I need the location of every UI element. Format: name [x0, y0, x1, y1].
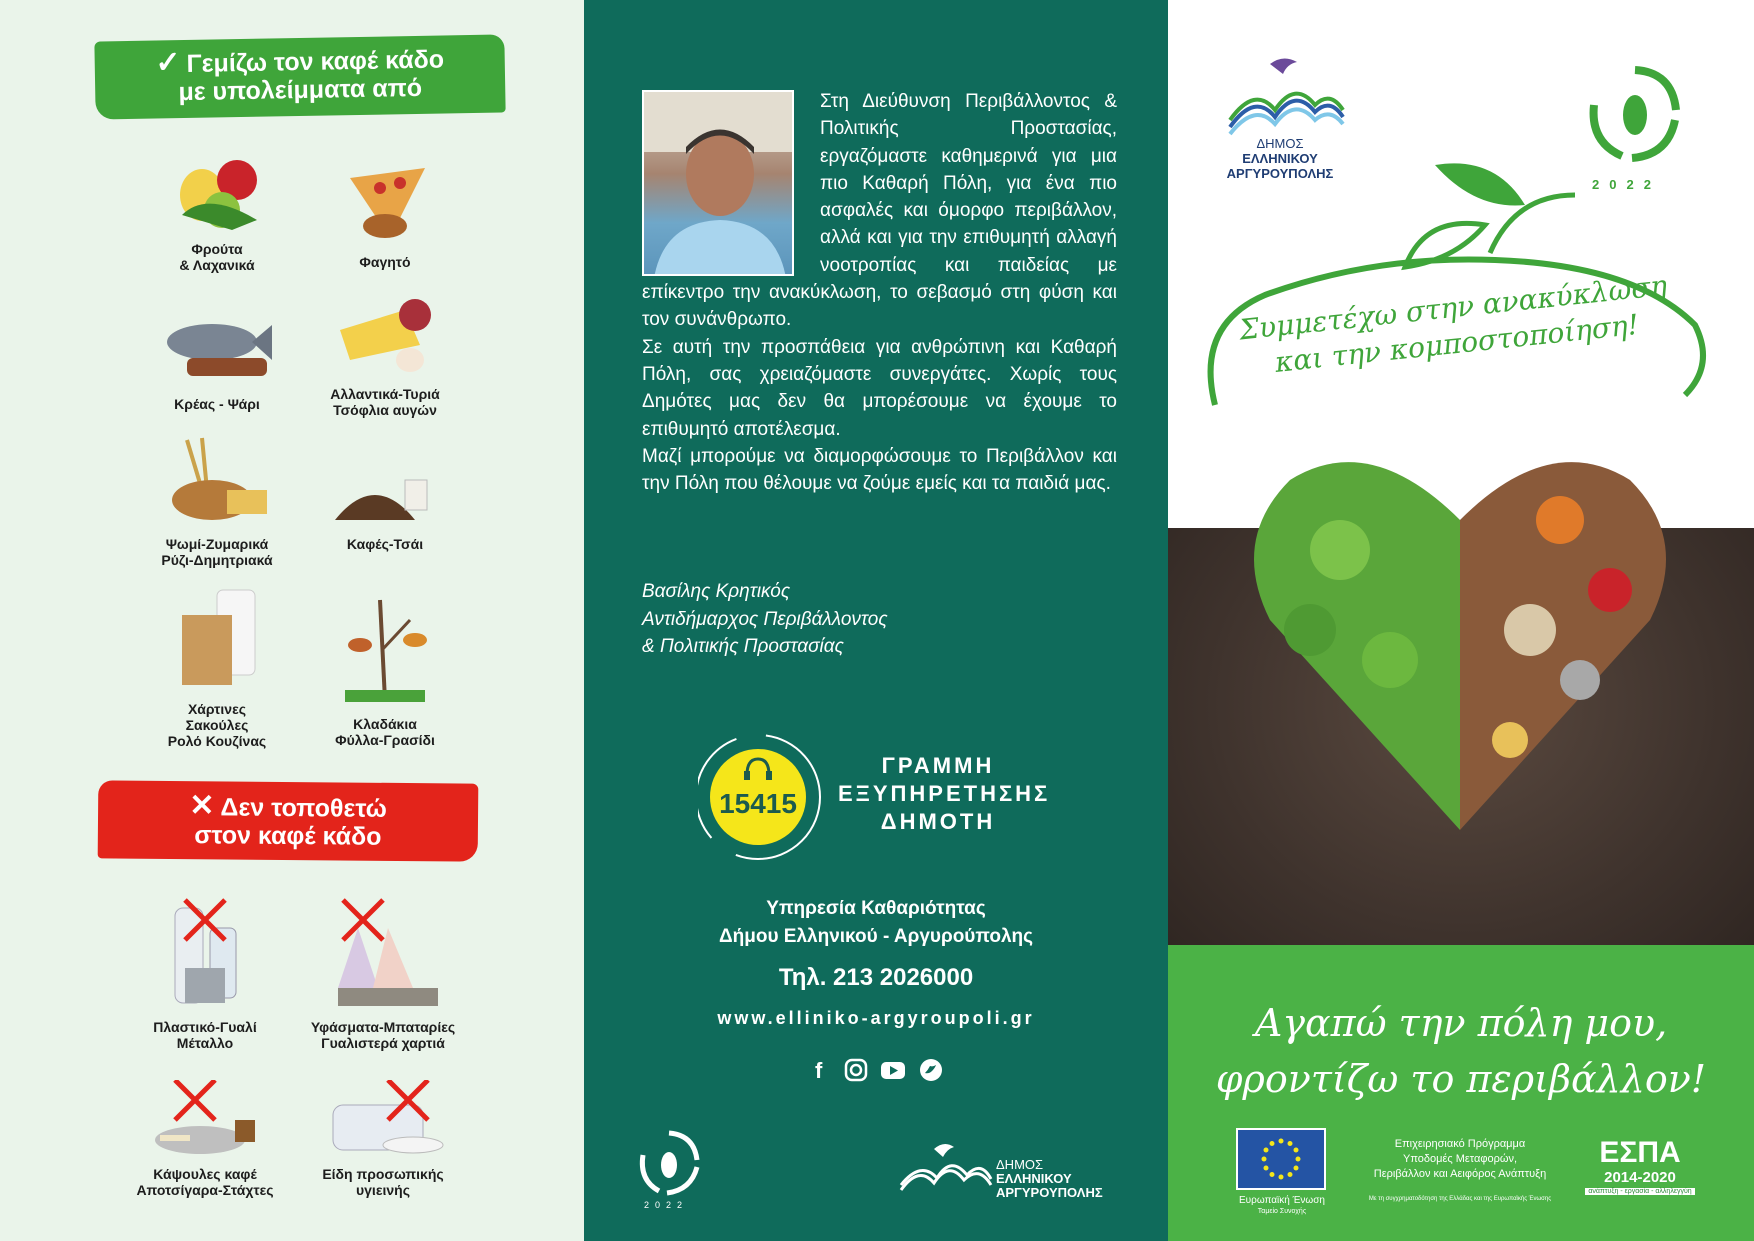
- item-fruits-vegetables: [127, 135, 307, 273]
- recycle-leaves-icon: [1580, 60, 1690, 170]
- item-label: Ψωμί-Ζυμαρικά Ρύζι-Δημητριακά: [161, 536, 273, 568]
- service-name: Υπηρεσία Καθαριότητας: [766, 898, 986, 919]
- item-cheese-eggs: [295, 290, 475, 418]
- hygiene-products-icon: [318, 1080, 448, 1160]
- message-paragraph: Σε αυτή την προσπάθεια για ανθρώπινη και Καθαρή Πόλη, σας χρειαζόμαστε συνεργάτες. Χωρίς τους Δημότες μας δεν θα μπορέσουμε να έχουμε το επιθυμητό αποτέλεσμα.: [642, 336, 1117, 440]
- youtube-icon[interactable]: [880, 1058, 906, 1087]
- food-icon: [330, 148, 440, 248]
- item-label: Κρέας - Ψάρι: [174, 396, 260, 412]
- service-municipality: Δήμου Ελληνικού - Αργυρούπολης: [718, 926, 1034, 947]
- municipality-line1: ΔΗΜΟΣ: [996, 1157, 1044, 1172]
- municipality-logo-icon: [899, 1135, 994, 1195]
- bread-pasta-icon: [157, 430, 277, 530]
- item-bread-pasta: [127, 430, 307, 568]
- signature-name: Βασίλης Κρητικός: [642, 581, 791, 602]
- cheese-eggs-icon: [325, 290, 445, 380]
- twitter-icon[interactable]: [919, 1058, 943, 1087]
- municipality-line3: ΑΡΓΥΡΟΥΠΟΛΗΣ: [1226, 166, 1334, 181]
- dont-banner-line2: στον καφέ κάδο: [194, 821, 382, 851]
- fruits-vegetables-icon: [162, 135, 272, 235]
- item-food: [295, 148, 475, 270]
- hotline-title: ΓΡΑΜΜΗ ΕΞΥΠΗΡΕΤΗΣΗΣ ΔΗΜΟΤΗ: [838, 753, 1051, 834]
- item-branches-leaves: [295, 590, 475, 748]
- slogan-bottom: Αγαπώ την πόλη μου, φροντίζω το περιβάλλον!: [1215, 1001, 1707, 1101]
- social-links: [584, 1058, 1168, 1087]
- svg-text:f: f: [815, 1058, 823, 1082]
- middle-panel: [584, 0, 1168, 1241]
- recycle-leaves-icon: [629, 1125, 709, 1200]
- do-banner-line2: με υπολείμματα από: [178, 73, 423, 107]
- plastic-glass-metal-icon: [150, 888, 260, 1013]
- eu-flag: [1236, 1128, 1326, 1190]
- branches-leaves-icon: [330, 590, 440, 710]
- item-label: Υφάσματα-Μπαταρίες Γυαλιστερά χαρτιά: [310, 1019, 456, 1051]
- espa-logo: [1585, 1137, 1695, 1195]
- cross-icon: ✕: [189, 789, 215, 823]
- item-label: Καφές-Τσάι: [346, 536, 424, 552]
- paper-bags-icon: [162, 585, 272, 695]
- item-label: Κλαδάκια Φύλλα-Γρασίδι: [335, 716, 435, 748]
- item-paper-bags: [127, 585, 307, 749]
- year-label: 2022: [1592, 177, 1661, 192]
- heart-compost-icon: [1230, 430, 1690, 850]
- slogan-top: Συμμετέχω στην ανακύκλωση και την κομποστοποίηση!: [1237, 268, 1669, 379]
- item-label: Είδη προσωπικής υγιεινής: [322, 1166, 444, 1198]
- item-plastic-glass-metal: [115, 888, 295, 1051]
- espa-tagline: ανάπτυξη - εργασία - αλληλεγγύη: [1585, 1188, 1695, 1195]
- municipality-line3: ΑΡΓΥΡΟΥΠΟΛΗΣ: [996, 1185, 1103, 1200]
- check-icon: ✓: [155, 46, 181, 80]
- item-label: Αλλαντικά-Τυριά Τσόφλια αυγών: [330, 386, 440, 418]
- coffee-tea-icon: [325, 460, 445, 530]
- item-label: Φαγητό: [359, 254, 411, 270]
- item-label: Χάρτινες Σακούλες Ρολό Κουζίνας: [167, 701, 267, 749]
- meat-fish-icon: [157, 300, 277, 390]
- hotline: [698, 722, 1051, 862]
- facebook-icon[interactable]: [809, 1058, 831, 1087]
- message-text: [642, 88, 1117, 497]
- eu-fund: Ταμείο Συνοχής: [1257, 1208, 1307, 1215]
- website-link[interactable]: www.elliniko-argyroupoli.gr: [717, 1008, 1035, 1028]
- textiles-batteries-icon: [318, 898, 448, 1013]
- eu-name: Ευρωπαϊκή Ένωση: [1239, 1195, 1325, 1206]
- eu-stars-icon: [1238, 1130, 1324, 1188]
- espa-years: 2014-2020: [1604, 1169, 1676, 1186]
- signature-role: Αντιδήμαρχος Περιβάλλοντος: [642, 608, 888, 630]
- signature: [642, 578, 888, 661]
- item-label: Κάψουλες καφέ Αποτσίγαρα-Στάχτες: [136, 1166, 274, 1198]
- coffee-capsules-icon: [140, 1080, 270, 1160]
- message-paragraph: Στη Διεύθυνση Περιβάλλοντος & Πολιτικής Προστασίας, εργαζόμαστε καθημερινά για μια πιο Καθαρή Πόλη, για ένα πιο ασφαλές και όμορφο περιβάλλον, αλλά και για την επιθυμητή αλλαγή νοοτροπίας και παιδείας με επίκεντρο την ανακύκλωση, το σεβασμό στη φύση και τον συνάνθρωπο.: [642, 91, 1117, 331]
- signature-role2: & Πολιτικής Προστασίας: [642, 636, 844, 657]
- dont-banner-line1: Δεν τοποθετώ: [220, 793, 387, 823]
- municipality-name: [996, 1158, 1103, 1200]
- item-coffee-capsules: [115, 1080, 295, 1198]
- item-textiles-batteries: [293, 898, 473, 1051]
- item-coffee-tea: [295, 460, 475, 552]
- service-phone[interactable]: Τηλ. 213 2026000: [778, 964, 974, 991]
- message-paragraph: Μαζί μπορούμε να διαμορφώσουμε το Περιβάλλον και την Πόλη που θέλουμε να ζούμε εμείς και τα παιδιά μας.: [642, 445, 1117, 495]
- do-banner: [94, 34, 505, 119]
- municipality-logo-icon: [1225, 52, 1345, 137]
- headset-icon: [743, 757, 773, 781]
- cofinance-note: Με τη συγχρηματοδότηση της Ελλάδας και της Ευρωπαϊκής Ένωσης: [1368, 1196, 1552, 1202]
- eu-label: [1222, 1195, 1342, 1217]
- item-label: Πλαστικό-Γυαλί Μέταλλο: [153, 1019, 257, 1051]
- year-label: 2022: [644, 1200, 689, 1210]
- hotline-number[interactable]: 15415: [710, 749, 806, 845]
- operational-program: Επιχειρησιακό Πρόγραμμα Υποδομές Μεταφορών, Περιβάλλον και Αειφόρος Ανάπτυξη: [1373, 1138, 1547, 1180]
- municipality-line1: ΔΗΜΟΣ: [1256, 136, 1304, 151]
- municipality-line2: ΕΛΛΗΝΙΚΟΥ: [996, 1171, 1072, 1186]
- dont-banner: [98, 780, 479, 861]
- item-label: Φρούτα & Λαχανικά: [179, 241, 255, 273]
- item-meat-fish: [127, 300, 307, 412]
- do-banner-line1: Γεμίζω τον καφέ κάδο: [186, 45, 445, 78]
- espa-title: ΕΣΠΑ: [1599, 1136, 1681, 1169]
- left-panel: [0, 0, 584, 1241]
- item-hygiene-products: [293, 1080, 473, 1198]
- municipality-line2: ΕΛΛΗΝΙΚΟΥ: [1242, 151, 1318, 166]
- instagram-icon[interactable]: [844, 1058, 868, 1087]
